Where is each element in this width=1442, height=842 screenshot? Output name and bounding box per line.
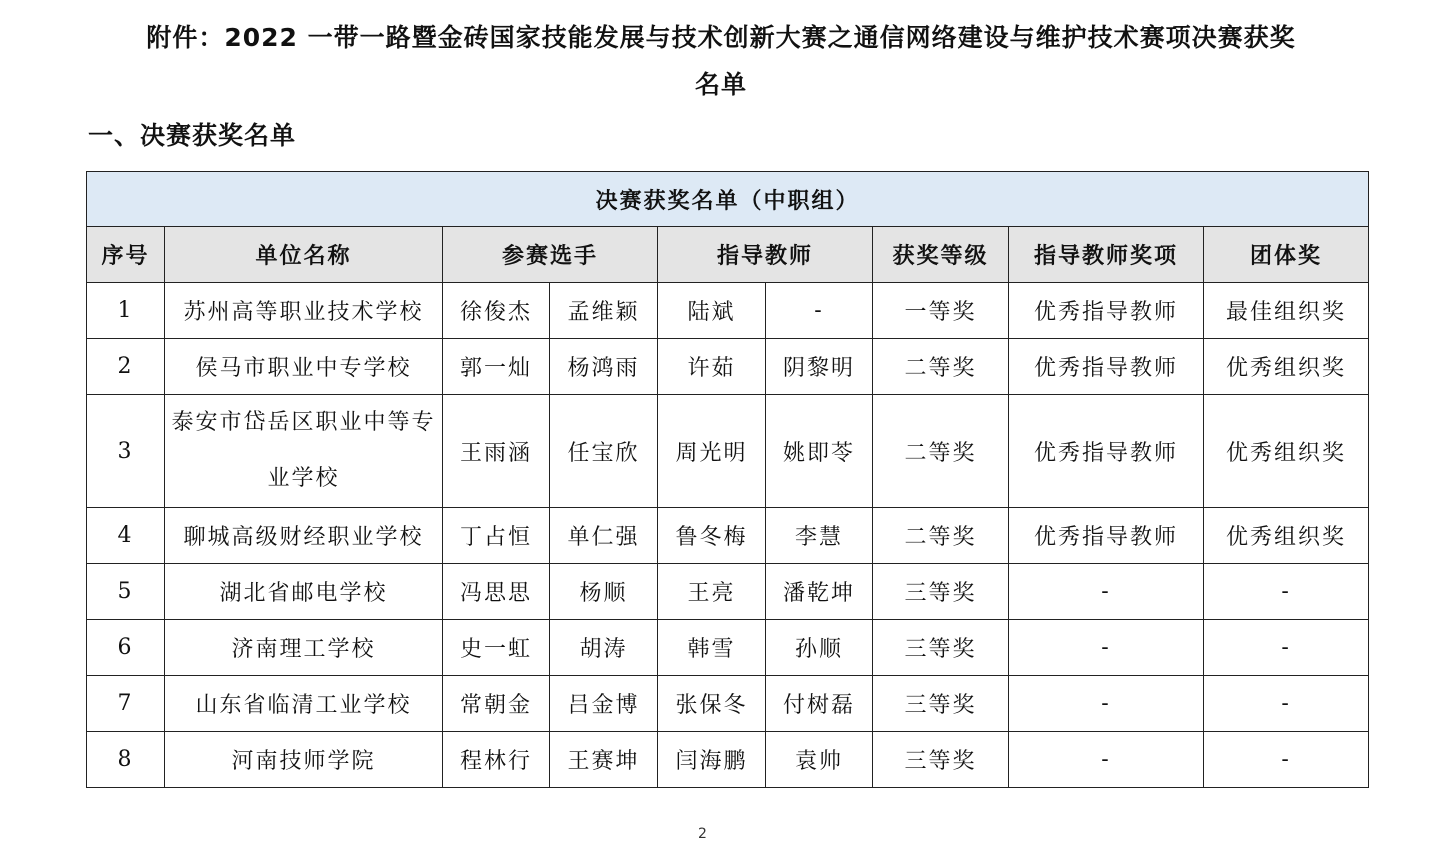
cell-contestant2: 任宝欣: [550, 395, 658, 508]
cell-instructor1: 闫海鹏: [658, 732, 766, 788]
cell-contestant1: 丁占恒: [443, 508, 550, 564]
cell-team-award: -: [1204, 676, 1369, 732]
cell-contestant2: 吕金博: [550, 676, 658, 732]
cell-contestant1: 王雨涵: [443, 395, 550, 508]
cell-instructor1: 周光明: [658, 395, 766, 508]
cell-team-award: -: [1204, 732, 1369, 788]
cell-award-level: 二等奖: [873, 395, 1009, 508]
header-team-award: 团体奖: [1204, 227, 1369, 283]
cell-team-award: 优秀组织奖: [1204, 339, 1369, 395]
table-row: [87, 283, 1369, 339]
cell-unit: 泰安市岱岳区职业中等专业学校: [165, 395, 443, 508]
cell-instructor-award: 优秀指导教师: [1009, 283, 1204, 339]
cell-unit: 济南理工学校: [165, 620, 443, 676]
cell-award-level: 一等奖: [873, 283, 1009, 339]
cell-instructor2: 孙顺: [766, 620, 873, 676]
table-caption: 决赛获奖名单（中职组）: [87, 172, 1369, 227]
cell-award-level: 三等奖: [873, 620, 1009, 676]
cell-contestant2: 单仁强: [550, 508, 658, 564]
cell-instructor2: 付树磊: [766, 676, 873, 732]
cell-contestant1: 常朝金: [443, 676, 550, 732]
cell-team-award: -: [1204, 620, 1369, 676]
header-award-level: 获奖等级: [873, 227, 1009, 283]
cell-instructor1: 韩雪: [658, 620, 766, 676]
cell-instructor-award: -: [1009, 676, 1204, 732]
cell-instructor1: 陆斌: [658, 283, 766, 339]
cell-instructor-award: 优秀指导教师: [1009, 339, 1204, 395]
cell-team-award: 优秀组织奖: [1204, 395, 1369, 508]
cell-index: 7: [87, 676, 165, 732]
cell-instructor-award: -: [1009, 564, 1204, 620]
cell-award-level: 三等奖: [873, 732, 1009, 788]
cell-unit: 苏州高等职业技术学校: [165, 283, 443, 339]
cell-contestant1: 史一虹: [443, 620, 550, 676]
table-caption-row: [87, 172, 1369, 227]
document-title: [0, 14, 1442, 108]
cell-contestant2: 王赛坤: [550, 732, 658, 788]
cell-contestant2: 杨顺: [550, 564, 658, 620]
cell-index: 6: [87, 620, 165, 676]
cell-instructor2: 阴黎明: [766, 339, 873, 395]
cell-award-level: 二等奖: [873, 508, 1009, 564]
table-row: [87, 676, 1369, 732]
cell-instructor1: 张保冬: [658, 676, 766, 732]
cell-instructor2: 姚即苓: [766, 395, 873, 508]
cell-instructor1: 王亮: [658, 564, 766, 620]
cell-unit: 山东省临清工业学校: [165, 676, 443, 732]
cell-instructor-award: 优秀指导教师: [1009, 508, 1204, 564]
cell-award-level: 二等奖: [873, 339, 1009, 395]
table-row: [87, 620, 1369, 676]
cell-instructor1: 鲁冬梅: [658, 508, 766, 564]
cell-team-award: -: [1204, 564, 1369, 620]
cell-contestant1: 徐俊杰: [443, 283, 550, 339]
cell-instructor1: 许茹: [658, 339, 766, 395]
cell-contestant1: 郭一灿: [443, 339, 550, 395]
cell-index: 2: [87, 339, 165, 395]
cell-unit: 湖北省邮电学校: [165, 564, 443, 620]
cell-index: 8: [87, 732, 165, 788]
awards-table: [86, 171, 1369, 788]
page-number: 2: [698, 826, 707, 842]
cell-instructor2: 潘乾坤: [766, 564, 873, 620]
cell-unit: 侯马市职业中专学校: [165, 339, 443, 395]
header-contestants: 参赛选手: [443, 227, 658, 283]
cell-award-level: 三等奖: [873, 564, 1009, 620]
table-row: [87, 508, 1369, 564]
section-heading: 一、决赛获奖名单: [88, 121, 297, 150]
header-instructors: 指导教师: [658, 227, 873, 283]
cell-team-award: 优秀组织奖: [1204, 508, 1369, 564]
cell-contestant2: 杨鸿雨: [550, 339, 658, 395]
table-row: [87, 339, 1369, 395]
cell-index: 1: [87, 283, 165, 339]
header-index: 序号: [87, 227, 165, 283]
cell-instructor2: -: [766, 283, 873, 339]
cell-team-award: 最佳组织奖: [1204, 283, 1369, 339]
cell-index: 4: [87, 508, 165, 564]
cell-contestant1: 程林行: [443, 732, 550, 788]
cell-index: 3: [87, 395, 165, 508]
cell-instructor-award: -: [1009, 732, 1204, 788]
cell-index: 5: [87, 564, 165, 620]
table-row: [87, 564, 1369, 620]
cell-instructor-award: 优秀指导教师: [1009, 395, 1204, 508]
header-unit: 单位名称: [165, 227, 443, 283]
cell-award-level: 三等奖: [873, 676, 1009, 732]
cell-contestant1: 冯思思: [443, 564, 550, 620]
table-row: [87, 732, 1369, 788]
document-title-line2: 名单: [694, 70, 747, 99]
cell-instructor-award: -: [1009, 620, 1204, 676]
cell-contestant2: 胡涛: [550, 620, 658, 676]
header-instructor-award: 指导教师奖项: [1009, 227, 1204, 283]
cell-instructor2: 袁帅: [766, 732, 873, 788]
document-title-line1: 附件：2022 一带一路暨金砖国家技能发展与技术创新大赛之通信网络建设与维护技术赛项决赛获奖: [146, 23, 1296, 52]
cell-unit: 河南技师学院: [165, 732, 443, 788]
cell-contestant2: 孟维颖: [550, 283, 658, 339]
cell-unit: 聊城高级财经职业学校: [165, 508, 443, 564]
table-row: [87, 395, 1369, 508]
cell-instructor2: 李慧: [766, 508, 873, 564]
table-header-row: [87, 227, 1369, 283]
